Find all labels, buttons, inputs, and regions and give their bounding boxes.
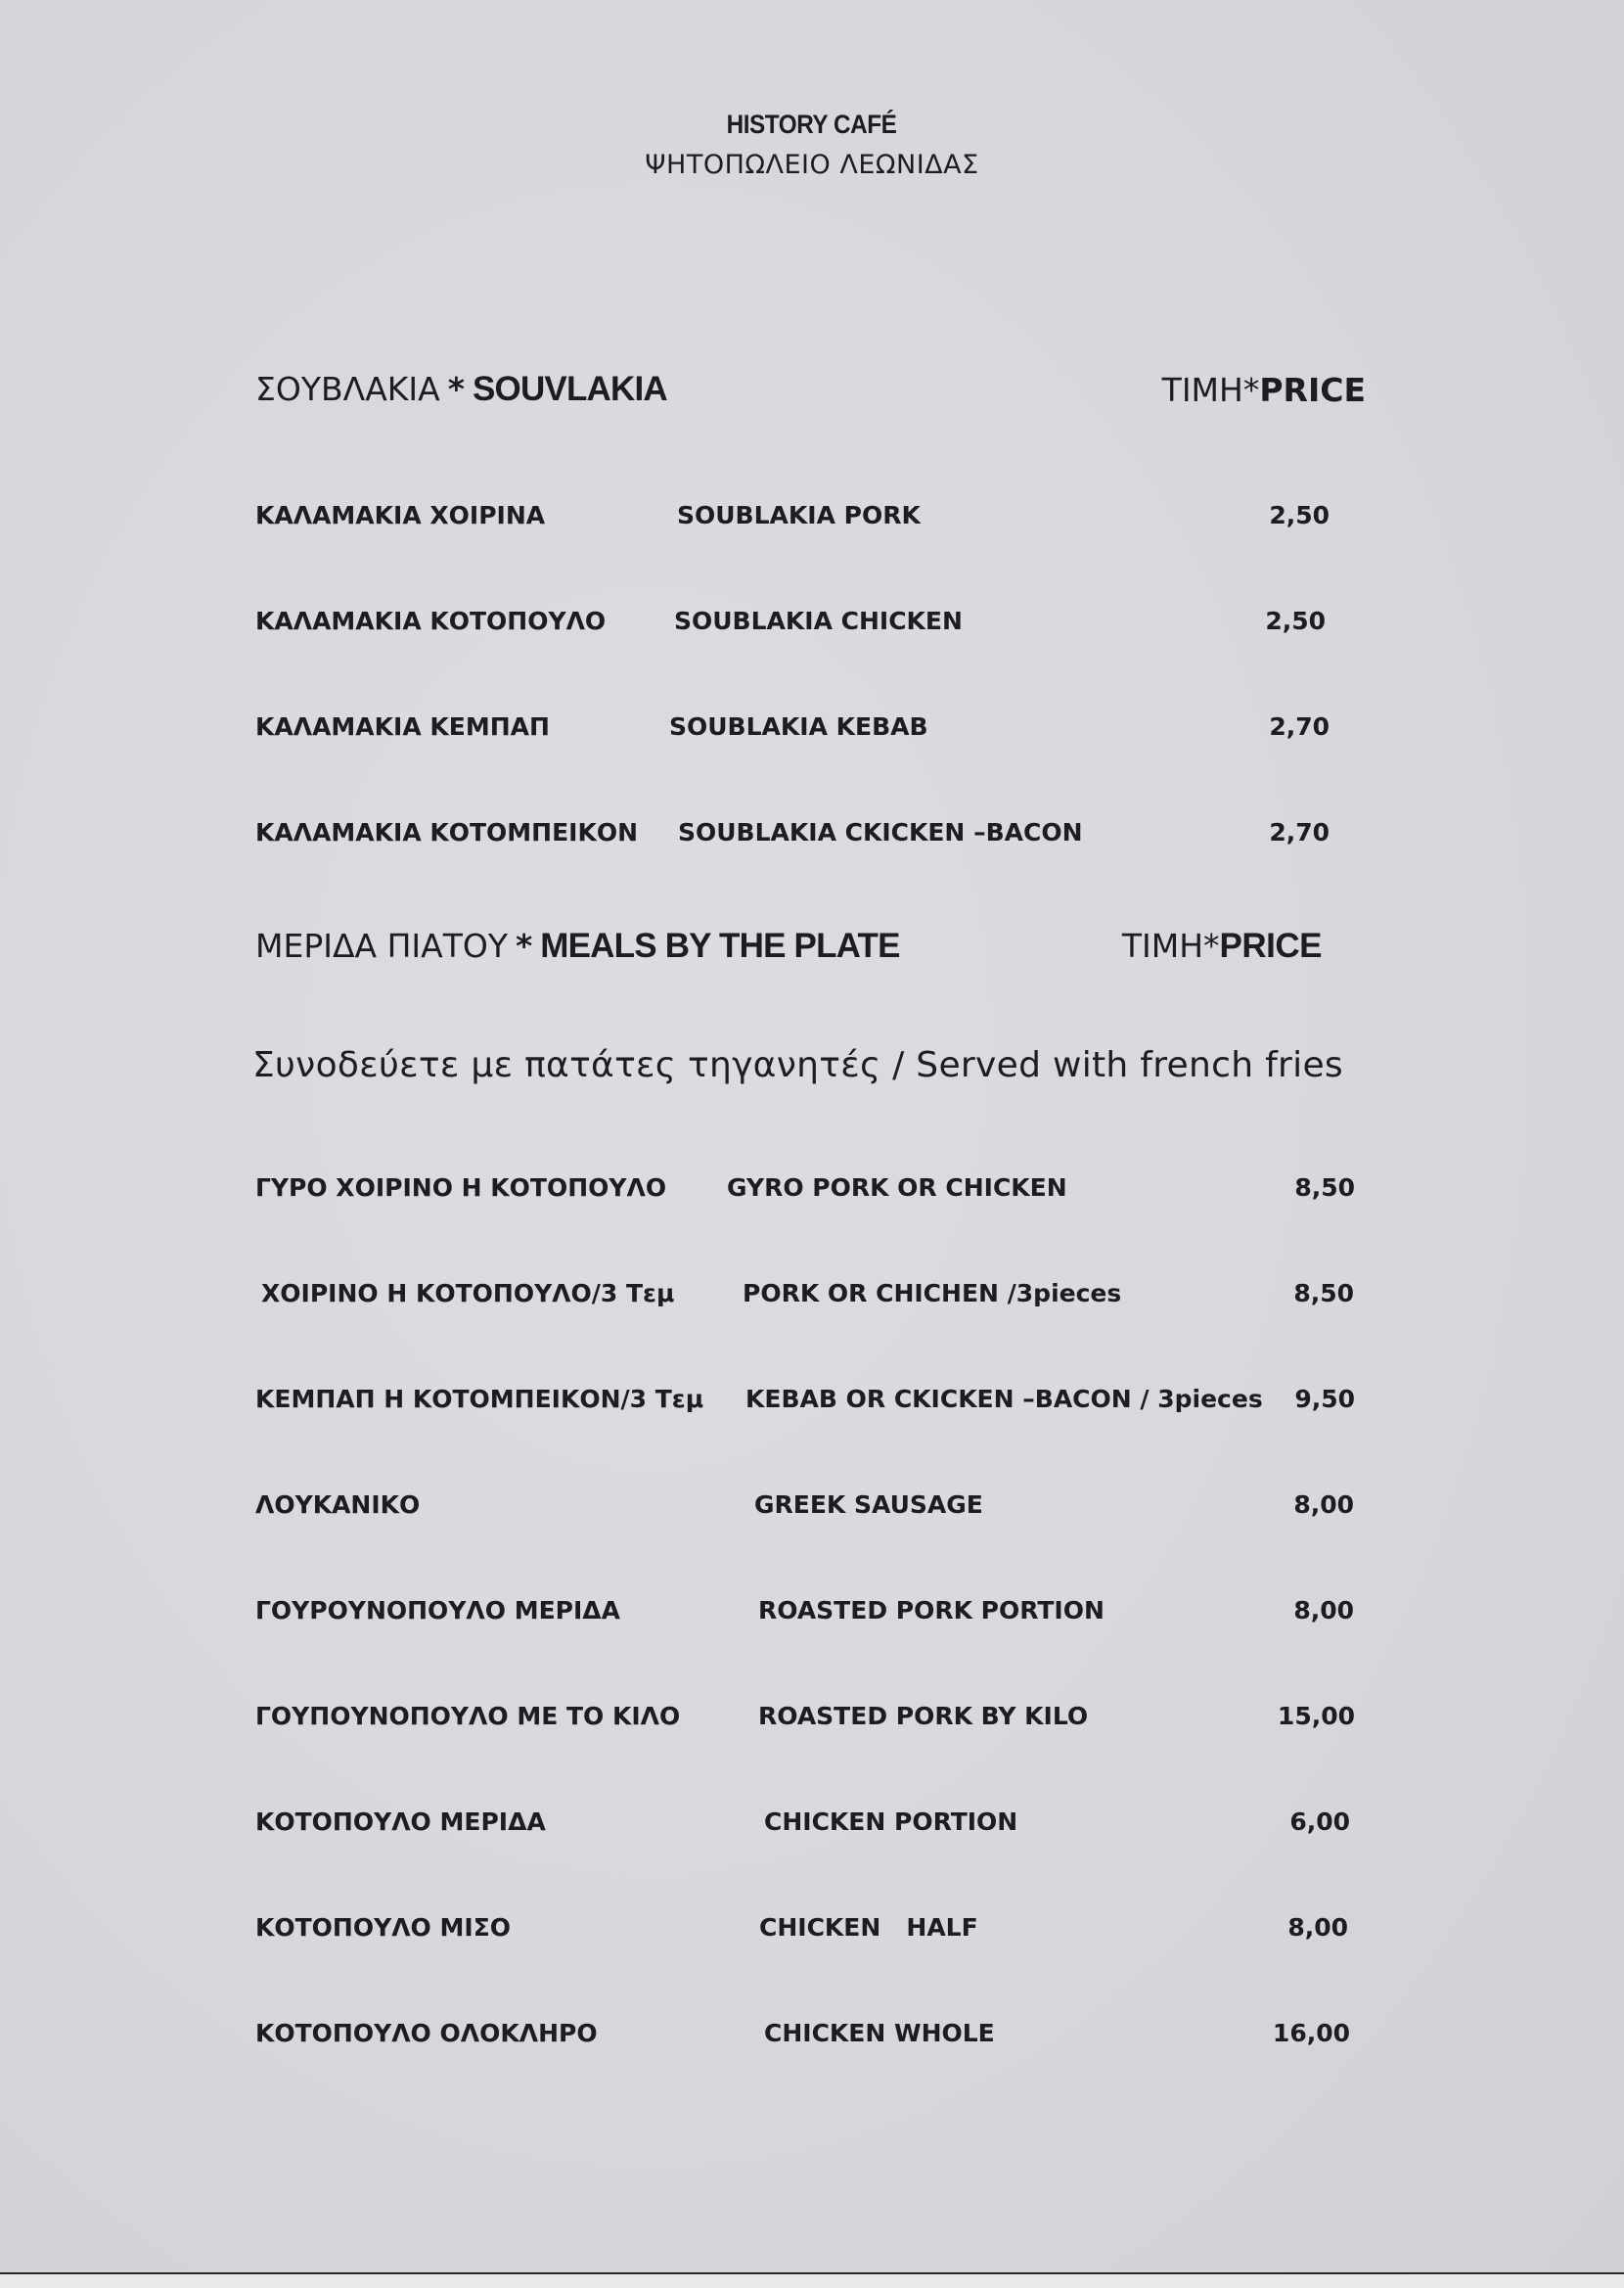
meals-price-heading (1122, 927, 1322, 966)
item-name-gr: ΚΑΛΑΜΑΚΙΑ ΚΟΤΟΜΠΕΙΚΟΝ (255, 818, 639, 847)
item-name-en: SOUBLAKIA KEBAB (669, 712, 928, 741)
item-price: 8,00 (1293, 1490, 1354, 1519)
item-price: 2,70 (1269, 818, 1330, 847)
souvlakia-title-gr: ΣΟΥΒΛΑΚΙΑ (255, 370, 440, 408)
item-name-en: KEBAB OR CKICKEN –BACON / 3pieces (745, 1385, 1263, 1413)
menu-header (0, 110, 1624, 180)
menu-item-row (255, 1385, 1366, 1424)
item-name-gr: ΚΟΤΟΠΟΥΛΟ ΜΙΣΟ (255, 1913, 512, 1942)
menu-item-row (255, 1490, 1366, 1530)
souvlakia-price-heading (1162, 371, 1366, 409)
menu-item-row (255, 501, 1366, 540)
souvlakia-title-en: SOUVLAKIA (472, 370, 667, 408)
paper-bottom-edge (0, 2272, 1624, 2288)
item-name-gr: ΓΟΥΡΟΥΝΟΠΟΥΛΟ ΜΕΡΙΔΑ (255, 1596, 620, 1624)
menu-item-row (255, 2019, 1366, 2058)
price-heading-gr: ΤΙΜΗ* (1161, 370, 1260, 409)
menu-item-row (255, 818, 1366, 857)
menu-item-row (255, 1808, 1366, 1847)
item-price: 15,00 (1277, 1702, 1355, 1730)
item-name-en: CHICKEN PORTION (764, 1808, 1018, 1836)
item-name-en: GYRO PORK OR CHICKEN (727, 1173, 1067, 1202)
item-price: 2,70 (1269, 712, 1330, 741)
item-name-gr: ΛΟΥΚΑΝΙΚΟ (255, 1490, 421, 1519)
item-price: 16,00 (1272, 2019, 1350, 2047)
price-heading-en: PRICE (1219, 927, 1322, 965)
item-name-gr: ΚΟΤΟΠΟΥΛΟ ΜΕΡΙΔΑ (255, 1808, 546, 1836)
item-price: 8,00 (1293, 1596, 1354, 1624)
meals-title (255, 927, 900, 966)
price-heading-gr: ΤΙΜΗ* (1121, 927, 1220, 965)
item-name-gr: ΓΟΥΠΟΥΝΟΠΟΥΛΟ ΜΕ ΤΟ ΚΙΛΟ (255, 1702, 681, 1730)
item-name-gr: ΚΟΤΟΠΟΥΛΟ ΟΛΟΚΛΗΡΟ (255, 2019, 598, 2047)
menu-item-row (255, 712, 1366, 752)
item-name-gr: ΚΑΛΑΜΑΚΙΑ ΚΟΤΟΠΟΥΛΟ (255, 607, 607, 635)
item-price: 9,50 (1294, 1385, 1355, 1413)
item-name-en: SOUBLAKIA PORK (677, 501, 921, 529)
item-price: 8,00 (1287, 1913, 1348, 1942)
souvlakia-heading (255, 365, 1366, 414)
souvlakia-title (255, 370, 667, 409)
item-price: 2,50 (1269, 501, 1330, 529)
item-price: 8,50 (1294, 1173, 1355, 1202)
meals-title-gr: ΜΕΡΙΔΑ ΠΙΑΤΟΥ (255, 927, 509, 965)
item-name-gr: ΚΑΛΑΜΑΚΙΑ ΚΕΜΠΑΠ (255, 712, 550, 741)
item-name-en: CHICKEN WHOLE (764, 2019, 995, 2047)
item-name-en: SOUBLAKIA CKICKEN –BACON (678, 818, 1083, 847)
meals-heading (255, 922, 1366, 971)
item-name-en: ROASTED PORK PORTION (758, 1596, 1105, 1624)
item-name-en: GREEK SAUSAGE (754, 1490, 983, 1519)
item-name-gr: ΚΕΜΠΑΠ Η ΚΟΤΟΜΠΕΙΚΟΝ/3 Τεμ (255, 1385, 704, 1413)
item-price: 2,50 (1265, 607, 1326, 635)
title-separator: * (516, 927, 533, 965)
menu-item-row (255, 1913, 1366, 1952)
item-name-gr: ΚΑΛΑΜΑΚΙΑ ΧΟΙΡΙΝΑ (255, 501, 546, 529)
cafe-name: HISTORY CAFÉ (727, 110, 897, 139)
item-name-en: CHICKEN HALF (759, 1913, 978, 1942)
menu-item-row (255, 1596, 1366, 1635)
item-name-en: SOUBLAKIA CHICKEN (674, 607, 963, 635)
item-name-gr: ΓΥΡΟ ΧΟΙΡΙΝΟ Η ΚΟΤΟΠΟΥΛΟ (255, 1173, 667, 1202)
menu-item-row (255, 1173, 1366, 1213)
item-name-gr: ΧΟΙΡΙΝΟ Η ΚΟΤΟΠΟΥΛΟ/3 Τεμ (261, 1279, 675, 1307)
price-heading-en: PRICE (1259, 370, 1366, 409)
title-separator: * (447, 370, 465, 408)
served-with-note: Συνοδεύετε με πατάτες τηγανητές / Served with french fries (252, 1045, 1343, 1085)
item-price: 8,50 (1293, 1279, 1354, 1307)
item-name-en: ROASTED PORK BY KILO (758, 1702, 1089, 1730)
shop-name: ΨΗΤΟΠΩΛΕΙΟ ΛΕΩΝΙΔΑΣ (645, 150, 979, 180)
item-name-en: PORK OR CHICHEN /3pieces (743, 1279, 1122, 1307)
menu-item-row (255, 607, 1366, 646)
menu-item-row (255, 1702, 1366, 1741)
item-price: 6,00 (1289, 1808, 1350, 1836)
meals-title-en: MEALS BY THE PLATE (540, 927, 900, 965)
menu-item-row (255, 1279, 1366, 1318)
